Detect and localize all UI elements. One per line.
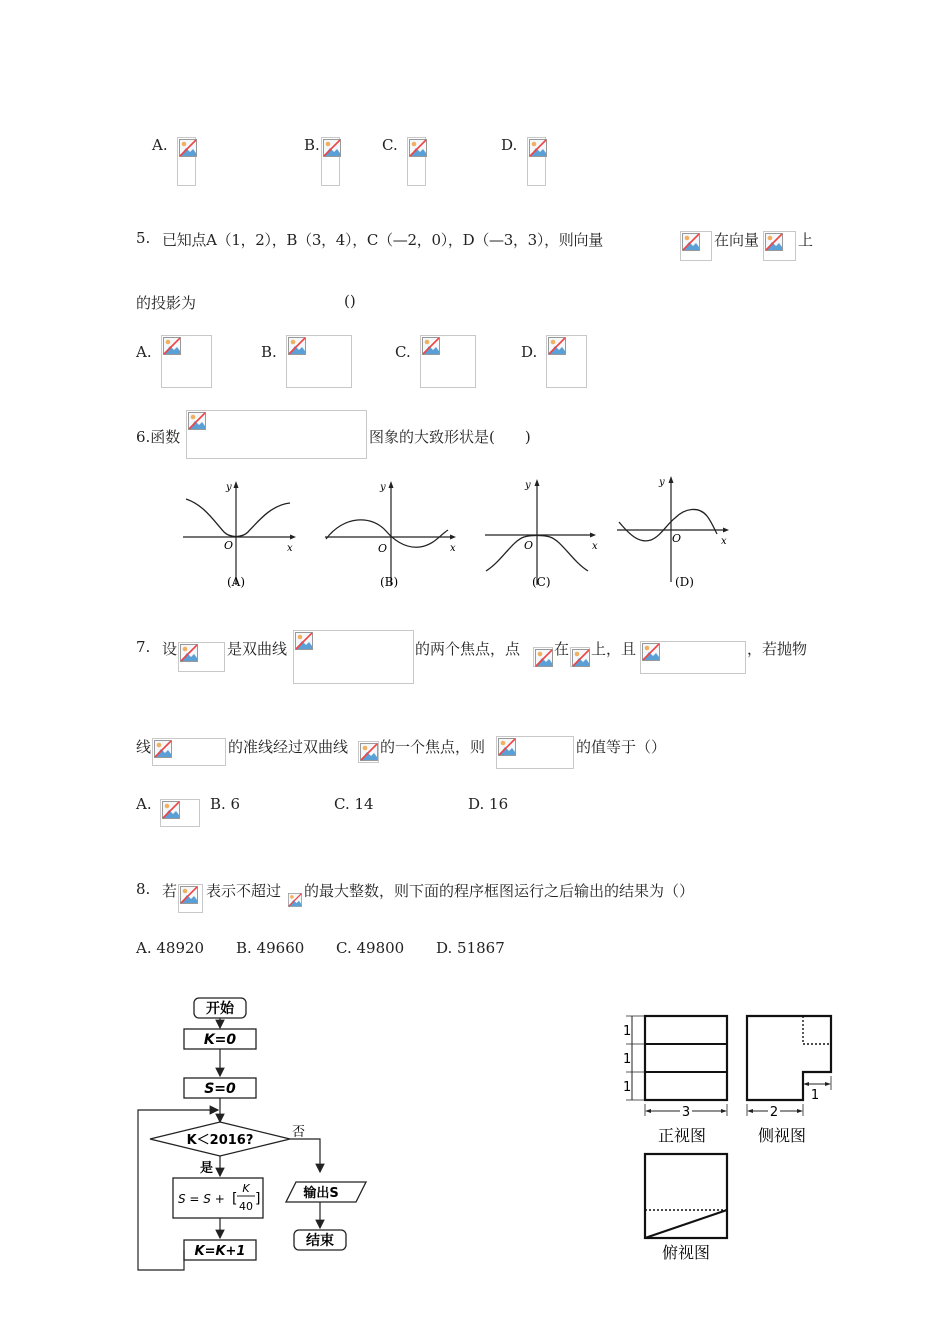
origin-label: O: [672, 532, 682, 545]
formula-image: [680, 231, 712, 261]
formula-image: [420, 335, 476, 388]
flow-frac-num: K: [242, 1182, 250, 1195]
image-icon: [179, 139, 197, 157]
formula-image: [177, 137, 196, 186]
formula-image: [161, 335, 212, 388]
flow-start: 开始: [206, 1001, 234, 1017]
formula-image: [286, 335, 352, 388]
image-icon: [154, 740, 172, 758]
axis-x-label: x: [592, 541, 598, 552]
image-icon: [180, 644, 198, 662]
formula-image: [152, 738, 226, 766]
formula-image: [570, 647, 590, 667]
q7-option-c: C. 14: [334, 795, 374, 813]
q7-text: 在: [554, 640, 570, 658]
q5-text: 的投影为: [136, 294, 197, 312]
q7-text: 的值等于（）: [576, 738, 667, 756]
formula-image: [293, 630, 414, 684]
formula-image: [527, 137, 546, 186]
graph-d: [615, 470, 740, 595]
axis-y-label: y: [659, 477, 665, 488]
q7-text: 设: [162, 640, 178, 658]
dim-label: 1: [623, 1080, 632, 1095]
q5-option-d: D.: [521, 343, 538, 361]
formula-image: [321, 137, 340, 186]
origin-label: O: [524, 539, 534, 552]
image-icon: [548, 337, 566, 355]
graph-a: [180, 475, 300, 595]
image-icon: [498, 738, 516, 756]
graph-caption: (A): [227, 575, 246, 589]
axis-x-label: x: [721, 536, 727, 547]
image-icon: [360, 743, 378, 761]
flow-yes-label: 是: [200, 1161, 214, 1176]
axis-y-label: y: [380, 482, 386, 493]
q7-text: 上，且: [591, 640, 637, 658]
graph-c: [482, 475, 607, 595]
formula-image: [533, 647, 553, 667]
graph-caption: (D): [675, 575, 694, 589]
image-icon: [765, 233, 783, 251]
q5-option-a: A.: [136, 343, 152, 361]
image-icon: [422, 337, 440, 355]
flowchart: [130, 990, 380, 1280]
axis-x-label: x: [287, 543, 293, 554]
graph-caption: (C): [532, 575, 551, 589]
q7-option-b: B. 6: [210, 795, 241, 813]
formula-image: [640, 641, 746, 674]
image-icon: [180, 886, 198, 904]
q7-text: ，若抛物: [747, 640, 808, 658]
bracket-close-icon: ]: [255, 1191, 261, 1207]
q7-number: 7.: [136, 638, 151, 656]
q7-text: 的两个焦点，点: [415, 640, 521, 658]
q7-text: 是双曲线: [227, 640, 288, 658]
formula-image: [178, 642, 225, 672]
image-icon: [682, 233, 700, 251]
flow-assign: S = S +: [178, 1192, 225, 1206]
q4-option-d: D.: [501, 136, 518, 154]
flow-output: 输出S: [303, 1186, 339, 1201]
front-view-label: 正视图: [657, 1126, 707, 1145]
flow-end: 结束: [306, 1233, 334, 1249]
image-icon: [409, 139, 427, 157]
q5-option-b: B.: [261, 343, 277, 361]
dim-label: 1: [623, 1024, 632, 1039]
image-icon: [162, 801, 180, 819]
image-icon: [323, 139, 341, 157]
q6-text: 图象的大致形状是( ): [369, 428, 531, 446]
flow-condition: K＜2016?: [186, 1133, 254, 1148]
formula-image: [407, 137, 426, 186]
image-icon: [535, 649, 553, 667]
bracket-open-icon: [: [232, 1191, 238, 1207]
q8-text: 的最大整数，则下面的程序框图运行之后输出的结果为（）: [304, 882, 695, 900]
side-view-label: 侧视图: [757, 1126, 807, 1145]
q8-text: 表示不超过: [206, 882, 282, 900]
image-icon: [163, 337, 181, 355]
q7-text: 的准线经过双曲线: [228, 738, 349, 756]
axis-y-label: y: [525, 480, 531, 491]
image-icon: [642, 643, 660, 661]
q5-text: 在向量: [714, 231, 760, 249]
top-view-label: 俯视图: [661, 1243, 711, 1262]
origin-label: O: [224, 539, 234, 552]
image-icon: [295, 632, 313, 650]
q8-option-d: D. 51867: [436, 939, 505, 957]
formula-image: [496, 736, 574, 769]
dim-label: 1: [623, 1052, 632, 1067]
q5-answer-paren: (): [344, 292, 356, 310]
q8-option-a: A. 48920: [136, 939, 205, 957]
graph-caption: (B): [380, 575, 399, 589]
q8-option-b: B. 49660: [236, 939, 305, 957]
flow-inc: K=K+1: [194, 1244, 246, 1259]
q7-option-d: D. 16: [468, 795, 509, 813]
formula-image: [186, 410, 367, 459]
flow-s0: S=0: [204, 1081, 236, 1097]
image-icon: [288, 337, 306, 355]
dim-label: 1: [810, 1088, 820, 1103]
q5-option-c: C.: [395, 343, 411, 361]
formula-image: [358, 741, 379, 763]
q8-option-c: C. 49800: [336, 939, 405, 957]
q8-number: 8.: [136, 880, 151, 898]
formula-image: [160, 799, 200, 827]
q4-option-a: A.: [152, 136, 168, 154]
flow-frac-den: 40: [239, 1200, 253, 1213]
q5-text: 已知点A（1，2），B（3，4），C（—2，0），D（—3，3），则向量: [162, 231, 603, 249]
q5-text: 上: [798, 231, 814, 249]
origin-label: O: [378, 542, 388, 555]
image-icon: [288, 893, 302, 907]
q7-text: 线: [136, 738, 152, 756]
q4-option-b: B.: [304, 136, 320, 154]
formula-image: [178, 884, 203, 913]
flow-k0: K=0: [203, 1032, 237, 1048]
graph-b: [322, 475, 462, 595]
image-icon: [529, 139, 547, 157]
axis-x-label: x: [450, 543, 456, 554]
q7-option-a: A.: [136, 795, 152, 813]
image-icon: [188, 412, 206, 430]
image-icon: [572, 649, 590, 667]
q4-option-c: C.: [382, 136, 398, 154]
dim-label: 2: [769, 1105, 779, 1120]
q5-number: 5.: [136, 229, 151, 247]
three-views: [610, 1000, 845, 1270]
dim-label: 3: [681, 1105, 691, 1120]
front-view: [645, 1016, 727, 1100]
formula-image: [287, 891, 303, 909]
q8-text: 若: [162, 882, 178, 900]
formula-image: [546, 335, 587, 388]
q6-text: 6.函数: [136, 428, 181, 446]
formula-image: [763, 231, 796, 261]
flow-no-label: 否: [292, 1125, 306, 1140]
q7-text: 的一个焦点，则: [380, 738, 486, 756]
top-view: [645, 1154, 727, 1238]
axis-y-label: y: [226, 482, 232, 493]
